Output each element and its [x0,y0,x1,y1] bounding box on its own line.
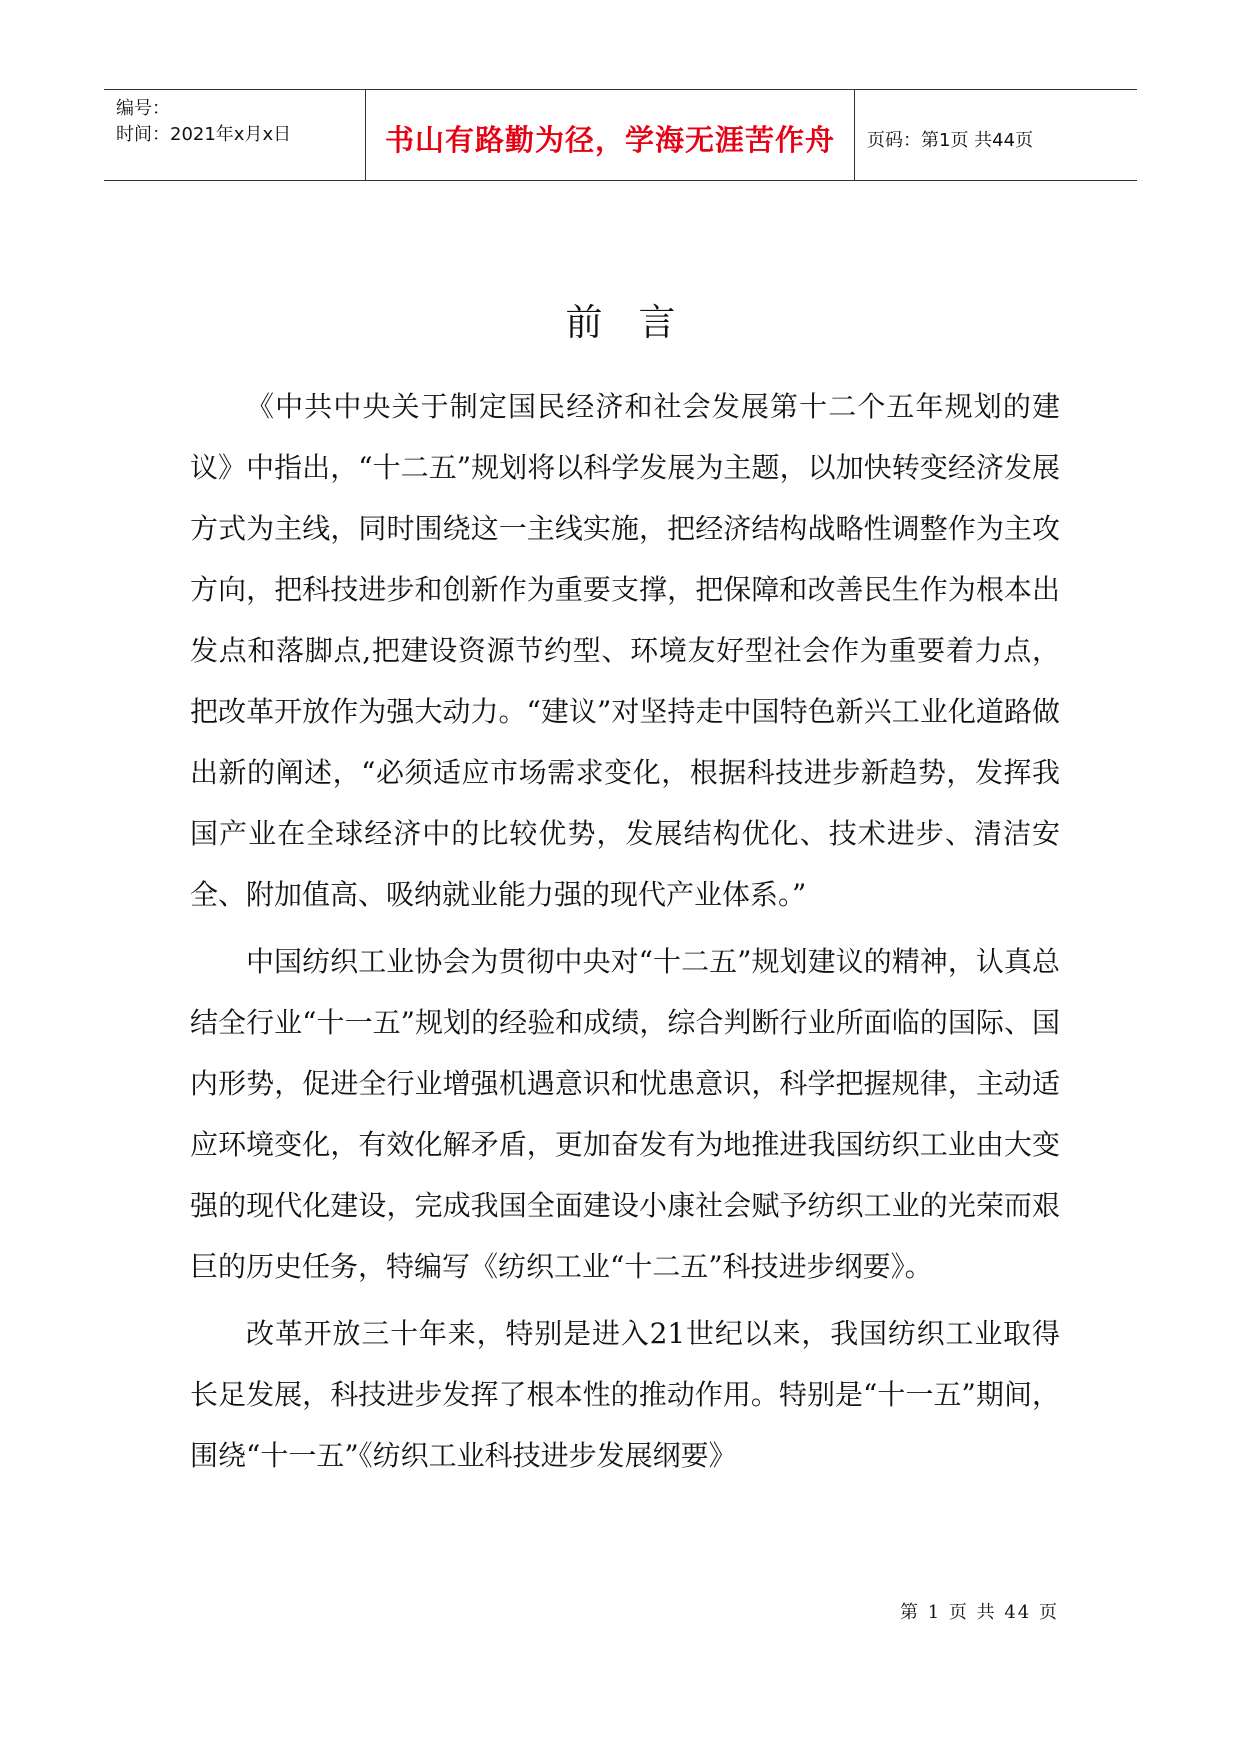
document-time-label: 时间：2021年x月x日 [116,124,292,145]
header-page-cell [855,90,1137,180]
paragraph-3: 改革开放三十年来，特别是进入21世纪以来，我国纺织工业取得长足发展，科技进步发挥了根本性的推动作用。特别是“十一五”期间，围绕“十一五”《纺织工业科技进步发展纲要》 [190,1317,1060,1472]
paragraph-2: 中国纺织工业协会为贯彻中央对“十二五”规划建议的精神，认真总结全行业“十一五”规划的经验和成绩，综合判断行业所面临的国际、国内形势，促进全行业增强机遇意识和忧患意识，科学把握规律，主动适应环境变化，有效化解矛盾，更加奋发有为地推进我国纺织工业由大变强的现代化建设，完成我国全面建设小康社会赋予纺织工业的光荣而艰巨的历史任务，特编写《纺织工业“十二五”科技进步纲要》。 [190,945,1060,1283]
document-number-label: 编号： [116,98,170,119]
header-motto: 书山有路勤为径，学海无涯苦作舟 [384,123,835,157]
paragraph-1: 《中共中央关于制定国民经济和社会发展第十二个五年规划的建议》中指出，“十二五”规划将以科学发展为主题，以加快转变经济发展方式为主线，同时围绕这一主线实施，把经济结构战略性调整作为主攻方向，把科技进步和创新作为重要支撑，把保障和改善民生作为根本出发点和落脚点,把建设资源节约型、环境友好型社会作为重要着力点，把改革开放作为强大动力。“建议”对坚持走中国特色新兴工业化道路做出新的阐述，“必须适应市场需求变化，根据科技进步新趋势，发挥我国产业在全球经济中的比较优势，发展结构优化、技术进步、清洁安全、附加值高、吸纳就业能力强的现代产业体系。” [190,390,1060,911]
footer-page-number: 第 1 页 共 44 页 [900,1602,1059,1623]
document-header [104,89,1137,181]
document-title: 前言 [565,301,712,344]
header-motto-cell [366,90,855,180]
header-page-info: 页码：第1页 共44页 [867,130,1034,151]
document-body [190,376,1060,1486]
header-meta-cell [104,90,366,180]
